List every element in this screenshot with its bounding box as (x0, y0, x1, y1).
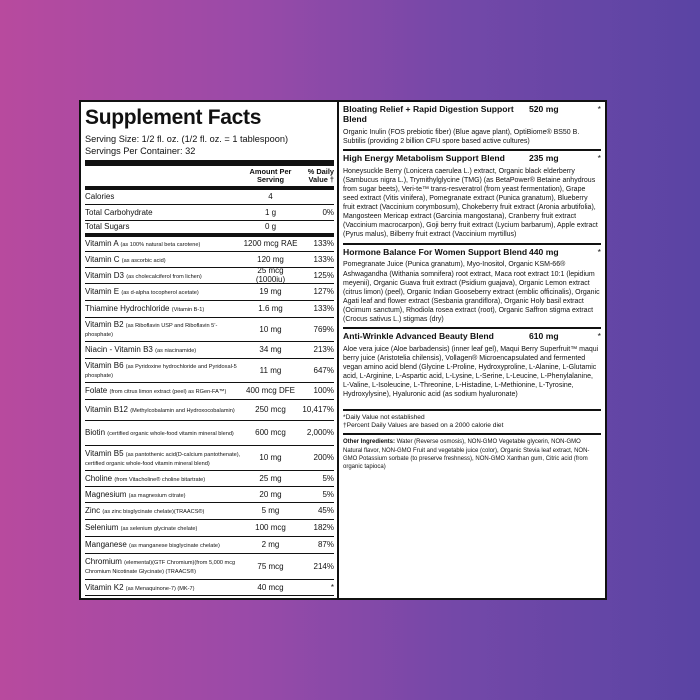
nutrient-detail: (as ascorbic acid) (121, 257, 166, 264)
nutrient-name: Manganese (85, 540, 127, 550)
nutrient-detail: (certified organic whole-food vitamin mineral blend) (107, 431, 234, 438)
other-ingredients (343, 435, 601, 470)
nutrient-label (85, 255, 243, 264)
nutrient-amount: 120 mg (257, 254, 284, 264)
nutrient-row (85, 471, 334, 487)
nutrient-detail: (Methylcobalamin and Hydroxocobalamin) (130, 408, 235, 415)
nutrient-row (85, 400, 334, 421)
nutrient-detail: (as zinc bisglycinate chelate)(TRAACS®) (102, 509, 205, 516)
nutrient-detail: (as d-alpha tocopherol acetate) (121, 290, 199, 297)
nutrient-dv: 10,417% (302, 405, 334, 415)
footnote-percent-basis: †Percent Daily Values are based on a 2000 calorie diet (343, 421, 504, 429)
nutrient-amount: 400 mcg DFE (246, 386, 295, 396)
nutrient-detail: (as manganese bisglycinate chelate) (129, 543, 220, 550)
other-ingredients-label: Other Ingredients: (343, 439, 396, 446)
nutrient-dv: 5% (322, 489, 334, 499)
nutrient-dv: 100% (313, 386, 334, 396)
nutrient-amount: 2 mg (261, 540, 280, 550)
nutrient-dv: 200% (313, 453, 334, 463)
nutrient-amount: 20 mg (259, 489, 282, 499)
nutrient-dv: 87% (317, 540, 334, 550)
nutrient-label (85, 428, 243, 437)
blend-amount: 440 mg (529, 246, 559, 257)
supplement-facts-panel (79, 100, 607, 600)
blend-sections (343, 102, 601, 403)
nutrient-dv: 133% (313, 254, 334, 264)
nutrient-name: Choline (85, 473, 113, 483)
nutrient-dv: 0% (322, 207, 334, 217)
nutrient-amount: 10 mg (259, 324, 282, 334)
nutrient-amount: 11 mg (259, 365, 282, 375)
nutrient-amount: 19 mg (259, 287, 282, 297)
nutrient-dv: 133% (313, 304, 334, 314)
blend-ingredients: Honeysuckle Berry (Lonicera caerulea L.) extract, Organic black elderberry (Sambucus nigra L.), Trymithylglycine (TMG) (as BetaPower® Betaine anhydrous from sugar beets), Veri-te™ trans-resveratrol (from yeast fermentation), Grape seed extract (Vitis vinifera), Pomegranate extract (Punica granatum), Blueberry fruit extract (Vaccinium corymbosum), Chokeberry fruit extract (Aronia arbutifolia), Mangosteen Mericap extract (Garcinia mangostana), Cranberry fruit extract (Vaccinium macrocarpon), Goji berry fruit extract (Lycium barbarum), Apple extract (Pyrus malus), Bilberry fruit extract (Vaccinium myrtillus) (343, 167, 598, 239)
blend-dv: * (597, 331, 601, 342)
nutrient-detail: (as selenium glycinate chelate) (120, 526, 198, 533)
nutrient-detail: (as Menaquinone-7) (MK-7) (125, 585, 195, 592)
nutrient-row (85, 342, 334, 359)
nutrient-detail: (as pantothenic acid(D-calcium pantothenate), certified organic whole-food vitamin mineral blend) (85, 451, 241, 467)
nutrient-name: Zinc (85, 506, 101, 516)
nutrient-row (85, 487, 334, 503)
nutrient-name: Folate (85, 386, 108, 396)
nutrient-name: Total Sugars (85, 222, 130, 232)
nutrient-label (85, 239, 243, 248)
nutrient-detail: (as niacinamide) (155, 348, 197, 355)
nutrient-label (85, 449, 243, 467)
nutrient-name: Total Carbohydrate (85, 207, 153, 217)
nutrient-name: Vitamin B12 (85, 405, 128, 415)
nutrient-detail: (as cholecalciferol from lichen) (126, 273, 202, 280)
nutrient-detail: (from citrus limon extract (peel) as RGen-FA™) (109, 389, 227, 396)
nutrient-name: Thiamine Hydrochloride (85, 304, 170, 314)
blend-ingredients: Aloe vera juice (Aloe barbadensis) (inner leaf gel), Maqui Berry Superfruit™ maqui berry juice (Aristotelia chilensis), Vollagen® Microencapsulated and fermented vegan amino acid blend (Glycine L-Proline, Hydroxyproline, L-Alanine, L-Glutamic acid, L-Arginine, L-Aspartic acid, L-Lysine, L-Serine, L-Leucine, L-Phenylalanine, L-Valine, L-Isoleucine, L-Threonine, L-Histadine, L-Methionine, L-Tyrosine, Hydroxylysine), Hyaluronic acid (as sodium hyaluronate) (343, 345, 599, 399)
blend-section (343, 102, 601, 151)
nutrient-name: Selenium (85, 523, 119, 533)
nutrient-label (85, 490, 243, 499)
nutrient-label (85, 304, 243, 313)
nutrient-name: Vitamin A (85, 239, 119, 249)
nutrient-detail: (as magnesium citrate) (128, 492, 186, 499)
nutrient-row (85, 554, 334, 580)
footnote-daily-value: *Daily Value not established (343, 413, 425, 421)
nutrient-name: Vitamin K2 (85, 582, 124, 592)
nutrient-row (85, 537, 334, 554)
nutrient-name: Vitamin D3 (85, 270, 124, 280)
nutrient-dv: 769% (313, 324, 334, 334)
nutrient-dv: 647% (313, 365, 334, 375)
nutrient-row (85, 503, 334, 520)
blend-ingredients: Organic Inulin (FOS prebiotic fiber) (Blue agave plant), OptiBiome® BS50 B. Subtilis (providing 2 billion CFU spore based active cultures) (343, 128, 580, 145)
nutrient-label (85, 386, 243, 395)
nutrient-row (85, 301, 334, 318)
nutrient-dv: 125% (313, 270, 334, 280)
nutrient-label (85, 271, 243, 280)
blend-amount: 610 mg (529, 331, 559, 342)
blend-name: Bloating Relief + Rapid Digestion Support Blend (343, 104, 514, 124)
nutrient-amount: 0 g (264, 222, 277, 232)
nutrient-detail: (as Pyridoxine hydrochloride and Pyridoxal-5 phosphate) (85, 364, 237, 380)
nutrient-amount: 1200 mcg RAE (243, 239, 298, 249)
nutrient-name: Biotin (85, 428, 106, 438)
blend-name: Hormone Balance For Women Support Blend (343, 246, 528, 257)
macro-row (85, 190, 334, 205)
nutrient-name: Magnesium (85, 489, 127, 499)
nutrient-amount: 250 mcg (255, 405, 286, 415)
macro-row (85, 205, 334, 221)
blend-dv: * (597, 152, 601, 163)
blend-name: Anti-Wrinkle Advanced Beauty Blend (343, 331, 494, 342)
nutrient-dv: 127% (313, 287, 334, 297)
nutrient-dv: 5% (322, 473, 334, 483)
blend-amount: 235 mg (529, 152, 559, 163)
nutrient-name: Vitamin E (85, 287, 120, 297)
nutrient-dv: 2,000% (306, 428, 334, 438)
nutrient-dv: 45% (317, 506, 334, 516)
facts-right-column (339, 102, 605, 598)
nutrient-row (85, 318, 334, 342)
nutrient-dv: 213% (313, 345, 334, 355)
nutrient-amount: 25 mcg (1000iu) (255, 266, 286, 285)
facts-left-column (81, 102, 339, 598)
nutrient-detail: (as 100% natural beta carotene) (120, 242, 201, 249)
blend-dv: * (597, 104, 601, 114)
blend-amount: 520 mg (529, 104, 559, 114)
nutrient-row (85, 237, 334, 252)
nutrient-row (85, 520, 334, 537)
blend-dv: * (597, 246, 601, 257)
nutrient-row (85, 446, 334, 471)
blend-section (343, 245, 601, 330)
blend-name: High Energy Metabolism Support Blend (343, 152, 505, 163)
nutrient-name: Vitamin C (85, 254, 120, 264)
divider-thick (85, 160, 334, 166)
blend-section (343, 329, 601, 402)
macro-rows (85, 190, 334, 237)
nutrient-label (85, 557, 243, 575)
nutrient-dv: * (330, 582, 334, 592)
nutrient-amount: 40 mcg (257, 582, 284, 592)
nutrient-label (85, 405, 243, 414)
nutrient-label (85, 361, 243, 379)
blend-title-row (343, 105, 601, 125)
other-ingredients-text: Water (Reverse osmosis), NON-GMO Vegetable glycerin, NON-GMO Natural flavor, NON-GMO Fruit and vegetable juice (color), Organic Stevia leaf extract, NON-GMO Potassium sorbate (to preserve freshness), NON-GMO Xanthan gum, Citric acid (from organic tapioca) (343, 439, 590, 470)
panel-title: Supplement Facts (85, 106, 262, 129)
nutrient-amount: 34 mg (259, 345, 282, 355)
nutrient-row (85, 421, 334, 446)
nutrient-label (85, 474, 243, 483)
nutrient-amount: 100 mcg (255, 523, 286, 533)
nutrient-amount: 75 mcg (257, 561, 284, 571)
nutrient-row (85, 284, 334, 301)
nutrient-name: Vitamin B2 (85, 320, 124, 330)
nutrient-label (85, 345, 243, 354)
nutrient-amount: 10 mg (259, 453, 282, 463)
blend-ingredients: Pomegranate Juice (Punica granatum), Myo-Inositol, Organic KSM-66® Ashwagandha (Withania somnifera) root extract, Maca root extract 10:1 (lepidium meyenii), Organic Guava fruit extract (Psidium guajava), Organic Lemon extract (citrus limon) (peel), Organic Indian Gooseberry extract (emblic officinalis), Organic Agati leaf and flower extract (Sesbania grandiflora), Organic Holy basil extract (Ocimum sanctum), Rhodiola rosea extract (root), Organic Saffron stigma extract (Crocus sativus L.) stigmas (dry) (343, 261, 600, 323)
nutrient-name: Calories (85, 192, 115, 202)
nutrient-row (85, 580, 334, 596)
nutrient-detail: (Vitamin B-1) (171, 307, 205, 314)
nutrient-name: Niacin - Vitamin B3 (85, 345, 153, 355)
blend-title-row (343, 154, 601, 164)
nutrient-amount: 1.6 mg (258, 304, 283, 314)
nutrient-name: Vitamin B5 (85, 448, 124, 458)
nutrient-dv: 214% (313, 561, 334, 571)
nutrient-label (85, 583, 243, 592)
dv-header: % Daily Value † (307, 167, 334, 184)
nutrient-label (85, 320, 243, 338)
footnotes (343, 409, 601, 436)
blend-section (343, 151, 601, 245)
nutrient-detail: (from Vitacholine® choline bitartrate) (114, 476, 206, 483)
nutrient-amount: 5 mg (261, 506, 280, 516)
nutrient-label (85, 287, 243, 296)
nutrient-label (85, 506, 243, 515)
nutrient-name: Vitamin B6 (85, 361, 124, 371)
nutrient-amount: 25 mg (259, 473, 282, 483)
serving-size: Serving Size: 1/2 fl. oz. (1/2 fl. oz. = 1 tablespoon) (85, 134, 288, 144)
nutrient-row (85, 268, 334, 284)
nutrient-dv: 182% (313, 523, 334, 533)
nutrient-label (85, 540, 243, 549)
nutrient-amount: 1 g (264, 207, 277, 217)
nutrient-name: Chromium (85, 557, 122, 567)
servings-per-container: Servings Per Container: 32 (85, 145, 196, 156)
nutrient-dv: 133% (313, 239, 334, 249)
blend-title-row (343, 332, 601, 342)
nutrient-amount: 4 (268, 192, 273, 202)
nutrient-amount: 600 mcg (255, 428, 286, 438)
nutrient-detail: (as Riboflavin USP and Riboflavin 5’-phosphate) (85, 323, 218, 339)
macro-row (85, 221, 334, 237)
nutrient-label (85, 523, 243, 532)
nutrient-rows (85, 237, 334, 596)
nutrient-row (85, 383, 334, 400)
amount-header: Amount Per Serving (249, 167, 292, 184)
blend-title-row (343, 248, 601, 258)
nutrient-row (85, 359, 334, 383)
column-header (85, 167, 334, 190)
nutrient-detail: (elemental)(GTF Chromium)(from 5,000 mcg Chromium Nicotinate Glycinate) (TRAACS®) (85, 560, 236, 576)
